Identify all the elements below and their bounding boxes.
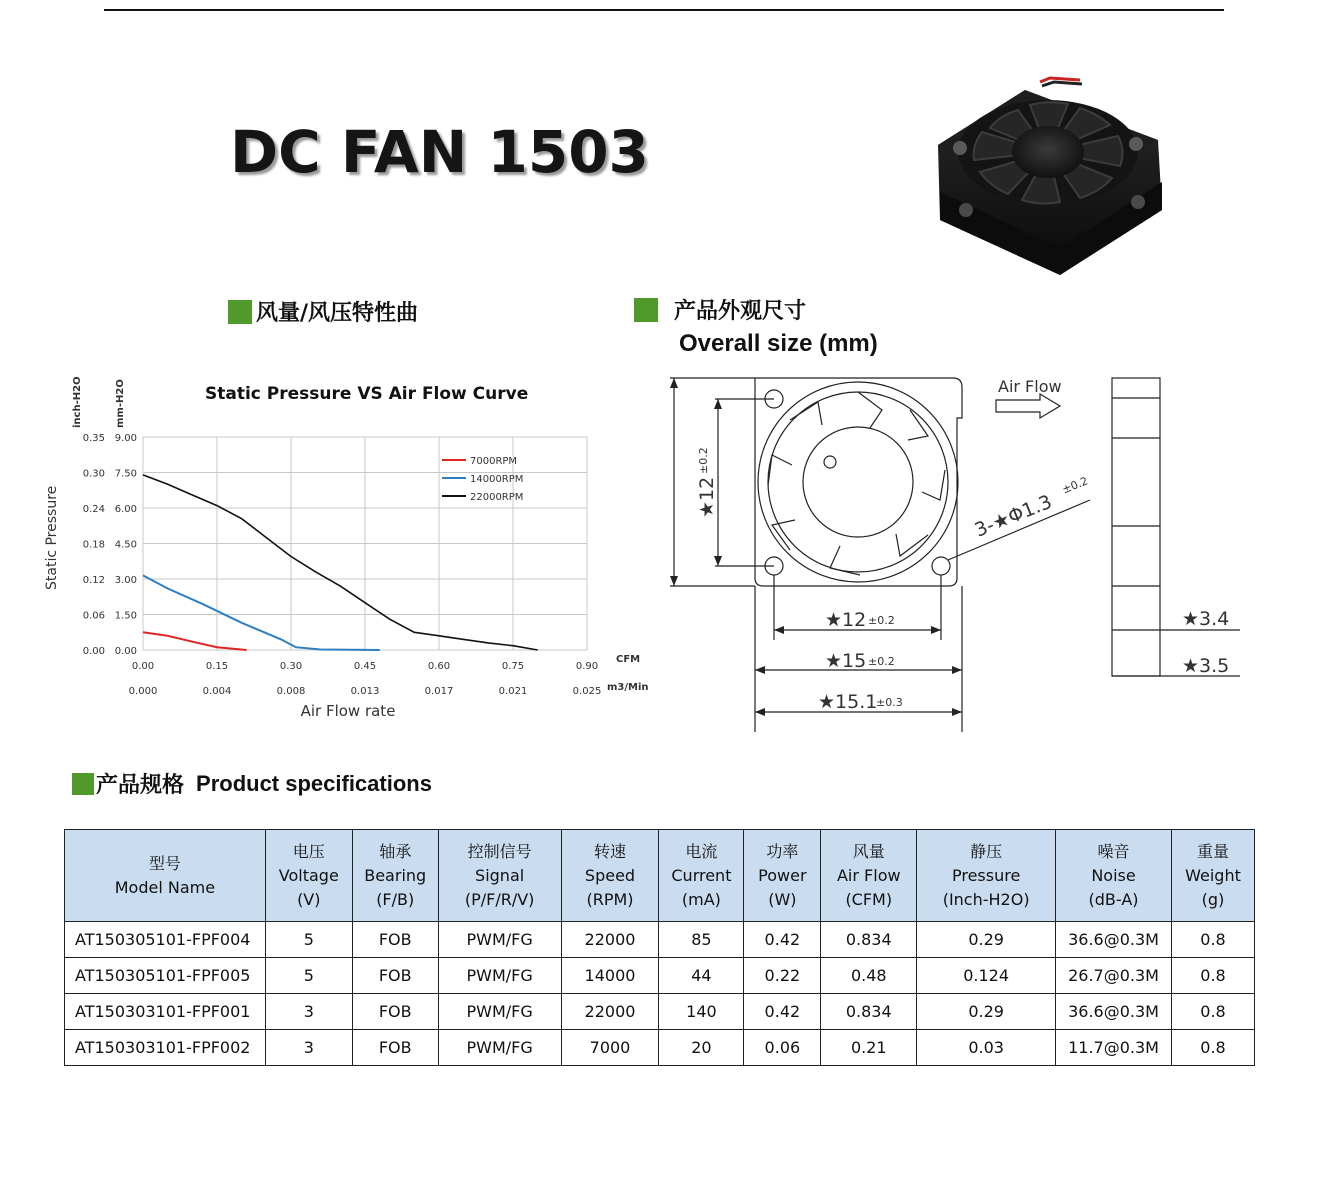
table-cell: AT150303101-FPF001	[65, 994, 266, 1030]
dim-15-label: ★15	[825, 650, 867, 672]
table-cell: 0.21	[821, 1030, 917, 1066]
fan-hub	[803, 427, 913, 537]
table-cell: 0.834	[821, 994, 917, 1030]
y-tick-label-mm: 9.00	[114, 433, 137, 444]
top-rule	[104, 9, 1224, 11]
header-unit: (CFM)	[845, 889, 893, 909]
table-cell: FOB	[352, 922, 438, 958]
spec-table	[64, 829, 1255, 1066]
x-axis-label: Air Flow rate	[300, 702, 396, 720]
table-cell: 11.7@0.3M	[1056, 1030, 1172, 1066]
header-cn: 电流	[685, 841, 718, 861]
x-tick-label: 0.90	[575, 661, 599, 672]
y-tick-label-inch: 0.18	[82, 539, 105, 551]
table-cell: 0.48	[821, 958, 917, 994]
dim-15-tol: ±0.2	[868, 655, 895, 668]
column-header	[265, 830, 352, 922]
header-en: Air Flow	[836, 865, 901, 885]
table-cell: 140	[659, 994, 744, 1030]
header-en: Pressure	[951, 865, 1021, 885]
header-unit: (W)	[768, 889, 797, 909]
table-cell: 0.42	[744, 994, 821, 1030]
table-cell: 0.834	[821, 922, 917, 958]
dim-12-label: ★12	[825, 609, 867, 631]
header-en: Weight	[1185, 865, 1241, 885]
chart-grid	[143, 437, 587, 650]
table-cell: 85	[659, 922, 744, 958]
table-cell: 36.6@0.3M	[1056, 994, 1172, 1030]
table-cell: 5	[265, 922, 352, 958]
table-cell: 3	[265, 994, 352, 1030]
chart-axis-text	[44, 376, 649, 720]
header-cn: 噪音	[1097, 841, 1130, 861]
table-cell: AT150305101-FPF005	[65, 958, 266, 994]
y-tick-label-mm: 4.50	[114, 539, 137, 551]
fan-outer-ring	[758, 382, 958, 582]
vertical-dim-label: ★12	[696, 476, 718, 518]
spec-heading-cn: 产品规格	[96, 773, 185, 798]
y-axis-label: Static Pressure	[44, 485, 60, 590]
table-row	[65, 994, 1255, 1030]
column-header	[65, 830, 266, 922]
table-cell: 0.29	[917, 922, 1056, 958]
series-line-7000RPM	[143, 632, 247, 650]
legend-label: 22000RPM	[470, 492, 524, 503]
x2-tick-label: 0.004	[202, 686, 232, 697]
y-tick-label-inch: 0.30	[82, 468, 105, 480]
hole-dim-tol: ±0.2	[1060, 474, 1090, 497]
header-en: Bearing	[364, 865, 427, 885]
x-tick-label: 0.45	[353, 661, 377, 672]
table-cell: 20	[659, 1030, 744, 1066]
airflow-label: Air Flow	[998, 377, 1062, 396]
table-cell: 0.42	[744, 922, 821, 958]
table-cell: 0.8	[1172, 994, 1255, 1030]
x2-unit-label: m3/Min	[607, 682, 649, 693]
side-dim-2-label: ★3.5	[1182, 655, 1230, 677]
column-header	[1172, 830, 1255, 922]
size-heading-en: Overall size (mm)	[679, 330, 878, 357]
green-square-icon	[72, 773, 94, 795]
header-cn: 静压	[970, 841, 1003, 861]
header-cn: 重量	[1196, 841, 1229, 861]
hole-dim-label: 3-★Φ1.3	[971, 490, 1056, 542]
header-cn: 控制信号	[467, 841, 532, 861]
header-cn: 轴承	[379, 841, 412, 861]
y-tick-label-mm: 0.00	[114, 646, 137, 657]
x2-tick-label: 0.025	[572, 686, 602, 697]
table-cell: 0.22	[744, 958, 821, 994]
fan-frame-outline	[755, 378, 962, 586]
header-en: Power	[758, 865, 807, 885]
table-cell: 26.7@0.3M	[1056, 958, 1172, 994]
y-tick-label-inch: 0.00	[82, 646, 105, 657]
chart-title: Static Pressure VS Air Flow Curve	[205, 384, 529, 404]
header-en: Model Name	[114, 877, 216, 897]
table-cell: FOB	[352, 994, 438, 1030]
legend-label: 7000RPM	[470, 456, 518, 467]
chart-legend	[442, 456, 523, 503]
header-en: Current	[671, 865, 732, 885]
dim-151-label: ★15.1	[818, 691, 878, 713]
x-tick-label: 0.30	[279, 661, 303, 672]
spec-table-header	[65, 830, 1255, 922]
header-en: Speed	[584, 865, 636, 885]
size-section-heading	[634, 294, 806, 325]
x-unit-label: CFM	[616, 654, 641, 665]
table-cell: FOB	[352, 958, 438, 994]
table-cell: 0.29	[917, 994, 1056, 1030]
x2-tick-label: 0.017	[424, 686, 454, 697]
header-en: Voltage	[278, 865, 339, 885]
y-tick-label-mm: 7.50	[114, 468, 137, 480]
table-cell: 5	[265, 958, 352, 994]
table-cell: 0.8	[1172, 922, 1255, 958]
y-tick-label-mm: 6.00	[114, 504, 137, 515]
column-header	[744, 830, 821, 922]
column-header	[1056, 830, 1172, 922]
x2-tick-label: 0.021	[498, 686, 528, 697]
header-unit: (V)	[297, 889, 321, 909]
column-header	[438, 830, 561, 922]
table-cell: PWM/FG	[438, 922, 561, 958]
table-cell: 44	[659, 958, 744, 994]
header-unit: (RPM)	[586, 889, 634, 909]
fan-photo	[930, 70, 1170, 290]
table-cell: 22000	[561, 922, 659, 958]
header-cn: 功率	[766, 841, 799, 861]
table-cell: PWM/FG	[438, 958, 561, 994]
header-cn: 型号	[148, 853, 181, 873]
column-header	[917, 830, 1056, 922]
column-header	[352, 830, 438, 922]
header-unit: (mA)	[681, 889, 721, 909]
y-tick-label-mm: 1.50	[114, 610, 137, 622]
table-row	[65, 958, 1255, 994]
table-cell: 3	[265, 1030, 352, 1066]
header-unit: (P/F/R/V)	[464, 889, 535, 909]
table-cell: 0.03	[917, 1030, 1056, 1066]
y-tick-label-inch: 0.12	[82, 575, 105, 586]
dim-12-tol: ±0.2	[868, 614, 895, 627]
y-tick-label-inch: 0.06	[82, 610, 105, 622]
header-unit: (F/B)	[376, 889, 415, 909]
table-cell: PWM/FG	[438, 994, 561, 1030]
table-cell: 0.06	[744, 1030, 821, 1066]
x2-tick-label: 0.000	[128, 686, 158, 697]
vertical-dim-tol: ±0.2	[697, 447, 710, 474]
curve-section-heading	[228, 296, 418, 327]
x-tick-label: 0.75	[501, 661, 525, 672]
dim-151-tol: ±0.3	[876, 696, 903, 709]
side-dim-1-label: ★3.4	[1182, 608, 1230, 630]
table-cell: 14000	[561, 958, 659, 994]
x2-tick-label: 0.008	[276, 686, 306, 697]
spec-table-body	[65, 922, 1255, 1066]
column-header	[561, 830, 659, 922]
y-unit-left-label: inch-H2O	[72, 376, 83, 428]
spec-section-heading	[72, 768, 432, 799]
table-cell: 22000	[561, 994, 659, 1030]
table-cell: 0.8	[1172, 1030, 1255, 1066]
table-row	[65, 1030, 1255, 1066]
table-cell: FOB	[352, 1030, 438, 1066]
column-header	[659, 830, 744, 922]
header-row	[65, 830, 1255, 922]
header-cn: 电压	[292, 841, 325, 861]
curve-heading-text: 风量/风压特性曲	[256, 301, 419, 326]
dimension-drawing	[660, 370, 1260, 740]
header-en: Noise	[1091, 865, 1136, 885]
header-cn: 风量	[852, 841, 885, 861]
column-header	[821, 830, 917, 922]
pressure-airflow-chart	[30, 370, 660, 730]
spec-heading-en: Product specifications	[196, 770, 432, 796]
green-square-icon	[634, 298, 658, 322]
header-unit: (Inch-H2O)	[942, 889, 1030, 909]
table-cell: 0.8	[1172, 958, 1255, 994]
y-tick-label-inch: 0.24	[82, 504, 105, 515]
x-tick-label: 0.15	[205, 661, 229, 672]
table-row	[65, 922, 1255, 958]
header-en: Signal	[475, 865, 525, 885]
table-cell: PWM/FG	[438, 1030, 561, 1066]
header-unit: (dB-A)	[1088, 889, 1139, 909]
table-cell: AT150305101-FPF004	[65, 922, 266, 958]
green-square-icon	[228, 300, 252, 324]
y-tick-label-mm: 3.00	[114, 575, 137, 586]
y-tick-label-inch: 0.35	[82, 433, 105, 444]
table-cell: 36.6@0.3M	[1056, 922, 1172, 958]
y-unit-right-label: mm-H2O	[115, 379, 126, 428]
legend-label: 14000RPM	[470, 474, 524, 485]
table-cell: AT150303101-FPF002	[65, 1030, 266, 1066]
size-heading-text: 产品外观尺寸	[674, 299, 807, 324]
x-tick-label: 0.00	[131, 661, 155, 672]
x2-tick-label: 0.013	[350, 686, 380, 697]
header-unit: (g)	[1201, 889, 1225, 909]
table-cell: 7000	[561, 1030, 659, 1066]
mount-hole-bottom-right	[932, 557, 950, 575]
header-cn: 转速	[594, 841, 627, 861]
product-title: DC FAN 1503	[230, 118, 649, 186]
x-tick-label: 0.60	[427, 661, 451, 672]
table-cell: 0.124	[917, 958, 1056, 994]
